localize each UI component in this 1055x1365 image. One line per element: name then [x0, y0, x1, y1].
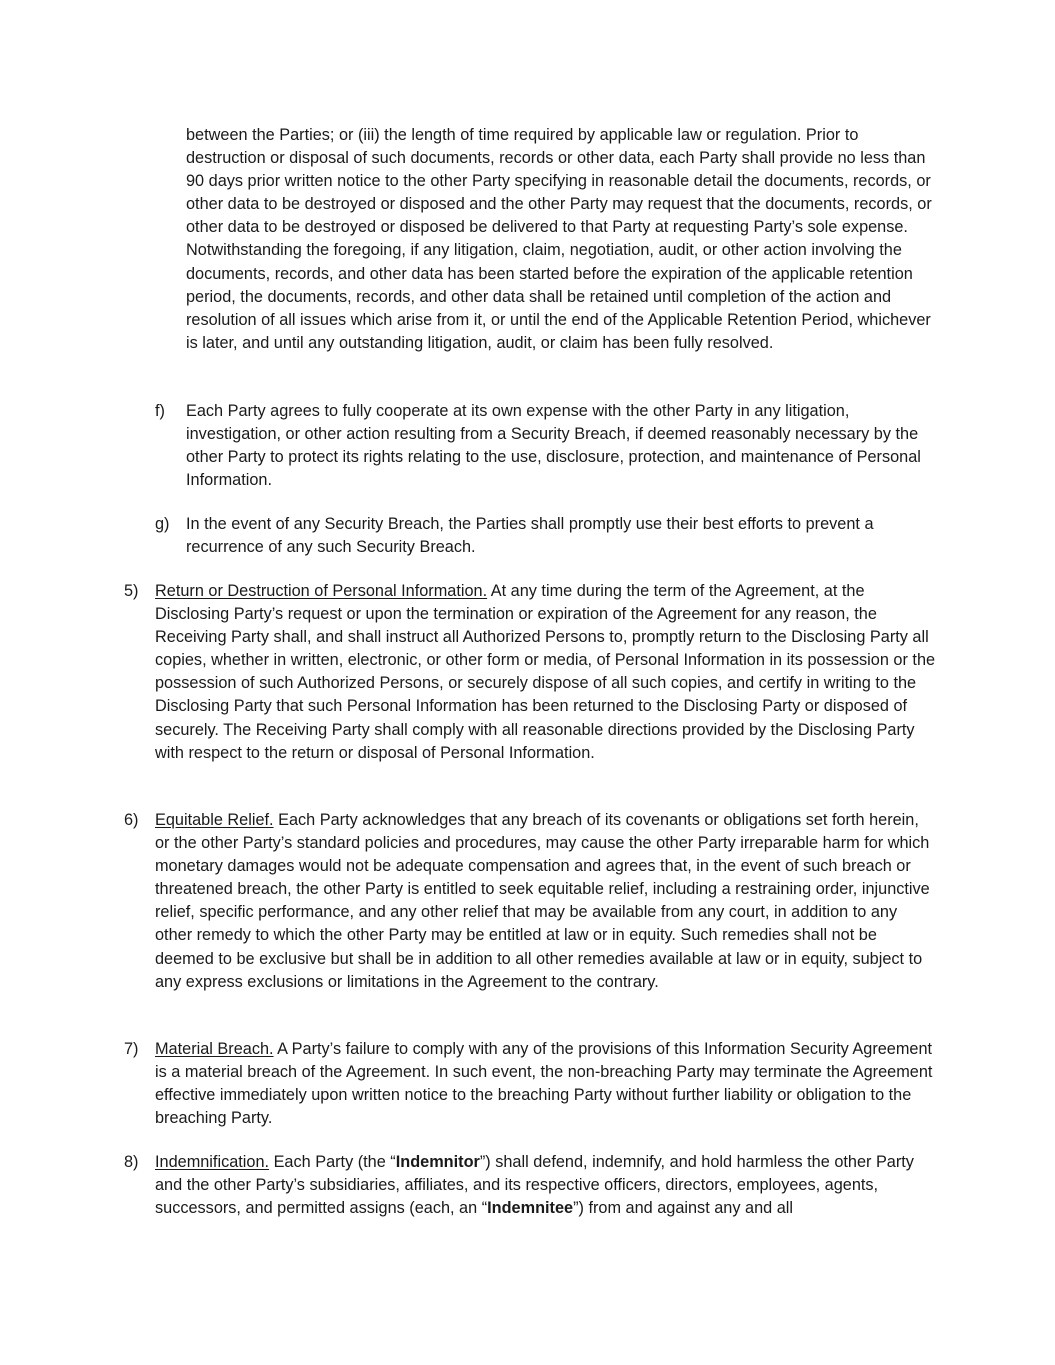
section-5 — [124, 580, 936, 765]
section-6 — [124, 809, 936, 994]
section-7-marker: 7) — [124, 1040, 139, 1058]
section-8 — [124, 1151, 936, 1220]
indemnitor-term: Indemnitor — [395, 1153, 480, 1171]
subsection-f-marker: f) — [155, 402, 165, 420]
section-8-text-b: ”) shall defend, indemnify, and hold harmless the other Party and the other Party’s subsidiaries, affiliates, and its respective officers, directors, employees, agents, successors, and permitted assigns (each, an “ — [155, 1153, 914, 1218]
section-5-marker: 5) — [124, 582, 139, 600]
subsection-g — [155, 513, 936, 559]
continuation-paragraph: between the Parties; or (iii) the length of time required by applicable law or regulation. Prior to destruction or disposal of such documents, records or other data, each Party shall provide no less than 90 days prior written notice to the other Party specifying in reasonable detail the documents, records, or other data to be destroyed or disposed and the other Party may request that the documents, records, or other data to be destroyed or disposed be delivered to that Party at requesting Party’s sole expense. Notwithstanding the foregoing, if any litigation, claim, negotiation, audit, or other action involving the documents, records, and other data has been started before the expiration of the applicable retention period, the documents, records, and other data shall be retained until completion of the action and resolution of all issues which arise from it, or until the end of the Applicable Retention Period, whichever is later, and until any outstanding litigation, audit, or claim has been fully resolved. — [186, 126, 932, 352]
section-8-heading: Indemnification. — [155, 1153, 270, 1171]
section-7-heading: Material Breach. — [155, 1040, 274, 1058]
indemnitee-term: Indemnitee — [487, 1199, 574, 1218]
section-6-heading: Equitable Relief. — [155, 811, 274, 829]
subsection-g-text: In the event of any Security Breach, the Parties shall promptly use their best efforts to prevent a recurrence of any such Security Breach. — [186, 515, 874, 557]
section-6-body — [155, 809, 936, 994]
section-8-body — [155, 1151, 936, 1220]
subsection-f-text: Each Party agrees to fully cooperate at its own expense with the other Party in any litigation, investigation, or other action resulting from a Security Breach, if deemed reasonably necessary by the other Party to protect its rights relating to the use, disclosure, protection, and maintenance of Personal Information. — [186, 402, 921, 490]
section-7 — [124, 1038, 936, 1130]
section-6-marker: 6) — [124, 811, 139, 829]
section-5-text: At any time during the term of the Agreement, at the Disclosing Party’s request or upon the termination or expiration of the Agreement for any reason, the Receiving Party shall, and shall instruct all Authorized Persons to, promptly return to the Disclosing Party all copies, whether in written, electronic, or other form or media, of Personal Information in its possession or the possession of such Authorized Persons, or securely dispose of all such copies, and certify in writing to the Disclosing Party that such Personal Information has been returned to the Disclosing Party or disposed of securely. The Receiving Party shall comply with all reasonable directions provided by the Disclosing Party with respect to the return or disposal of Personal Information. — [155, 582, 936, 762]
section-5-heading: Return or Destruction of Personal Information. — [155, 582, 488, 600]
section-8-text-a: Each Party (the “ — [269, 1153, 396, 1171]
section-8-marker: 8) — [124, 1153, 139, 1171]
subsection-f — [155, 400, 936, 492]
section-7-text: A Party’s failure to comply with any of the provisions of this Information Security Agreement is a material breach of the Agreement. In such event, the non-breaching Party may terminate the Agreement effective immediately upon written notice to the breaching Party without further liability or obligation to the breaching Party. — [155, 1040, 933, 1128]
section-5-body — [155, 580, 936, 765]
section-6-text: Each Party acknowledges that any breach of its covenants or obligations set forth herein, or the other Party’s standard policies and procedures, may cause the other Party irreparable harm for which monetary damages would not be adequate compensation and agrees that, in the event of such breach or threatened breach, the other Party is entitled to seek equitable relief, including a restraining order, injunctive relief, specific performance, and any other relief that may be available from any court, in addition to any other remedy to which the other Party may be entitled at law or in equity. Such remedies shall not be deemed to be exclusive but shall be in addition to all other remedies available at law or in equity, subject to any express exclusions or limitations in the Agreement to the contrary. — [155, 811, 930, 991]
section-7-body — [155, 1038, 936, 1130]
subsection-g-marker: g) — [155, 515, 170, 533]
section-8-text-c: ”) from and against any and all — [573, 1199, 793, 1218]
